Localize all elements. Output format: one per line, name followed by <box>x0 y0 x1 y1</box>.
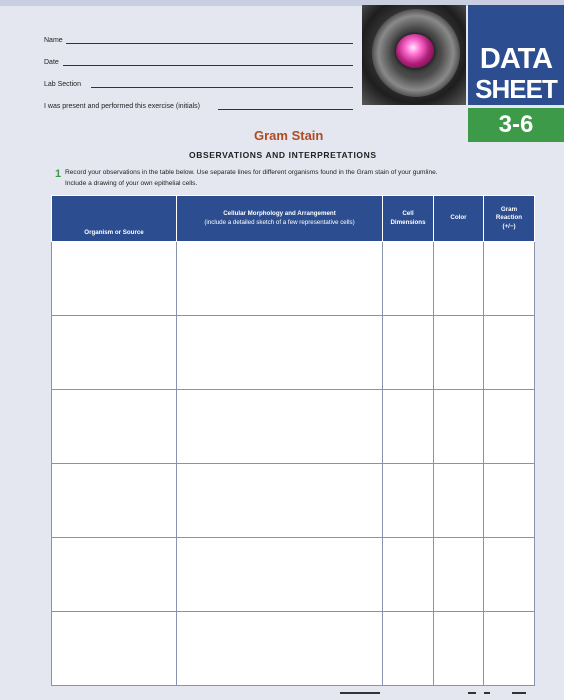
column-header-gram-reaction <box>484 196 535 242</box>
cell-gram-reaction[interactable] <box>484 242 535 316</box>
cell-morphology[interactable] <box>177 316 383 390</box>
column-header-dimensions-label2: Dimensions <box>390 218 426 226</box>
lab-section-label: Lab Section <box>44 81 81 88</box>
table-row <box>52 612 535 686</box>
question-instruction-line2: Include a drawing of your own epithelial cells. <box>65 180 198 187</box>
date-field[interactable] <box>63 65 353 66</box>
cell-organism[interactable] <box>52 316 177 390</box>
data-sheet-title-line1: DATA <box>479 43 553 75</box>
footer-mark <box>468 692 476 694</box>
cell-morphology[interactable] <box>177 612 383 686</box>
cell-morphology[interactable] <box>177 464 383 538</box>
table-row <box>52 316 535 390</box>
cell-dimensions[interactable] <box>383 612 434 686</box>
cell-gram-reaction[interactable] <box>484 612 535 686</box>
cell-color[interactable] <box>434 464 484 538</box>
footer-mark <box>484 692 490 694</box>
cell-morphology[interactable] <box>177 538 383 612</box>
cell-color[interactable] <box>434 538 484 612</box>
column-header-color-label: Color <box>450 214 467 222</box>
lab-section-field[interactable] <box>91 87 353 88</box>
cell-dimensions[interactable] <box>383 242 434 316</box>
section-subtitle: OBSERVATIONS AND INTERPRETATIONS <box>189 150 377 160</box>
table-row <box>52 242 535 316</box>
cell-color[interactable] <box>434 242 484 316</box>
cell-gram-reaction[interactable] <box>484 464 535 538</box>
lens-glass <box>396 34 434 68</box>
footer-mark <box>340 692 380 694</box>
page-title: Gram Stain <box>254 128 324 143</box>
cell-dimensions[interactable] <box>383 464 434 538</box>
initials-field[interactable] <box>218 109 353 110</box>
cell-color[interactable] <box>434 612 484 686</box>
question-number: 1 <box>55 168 62 180</box>
cell-organism[interactable] <box>52 464 177 538</box>
column-header-gram-label: Gram <box>500 205 518 213</box>
cell-morphology[interactable] <box>177 242 383 316</box>
microscope-lens-image <box>362 5 466 105</box>
cell-organism[interactable] <box>52 242 177 316</box>
table-row <box>52 390 535 464</box>
cell-gram-reaction[interactable] <box>484 538 535 612</box>
cell-gram-reaction[interactable] <box>484 316 535 390</box>
cell-dimensions[interactable] <box>383 538 434 612</box>
cell-organism[interactable] <box>52 390 177 464</box>
observations-table <box>51 195 535 686</box>
cell-dimensions[interactable] <box>383 390 434 464</box>
column-header-color <box>434 196 484 242</box>
cell-color[interactable] <box>434 316 484 390</box>
column-header-organism <box>52 196 177 242</box>
table-row <box>52 538 535 612</box>
cell-morphology[interactable] <box>177 390 383 464</box>
cell-organism[interactable] <box>52 612 177 686</box>
cell-gram-reaction[interactable] <box>484 390 535 464</box>
cell-dimensions[interactable] <box>383 316 434 390</box>
name-label: Name <box>44 37 63 44</box>
column-header-gram-label3: (+/−) <box>502 222 516 230</box>
column-header-morphology-label: Cellular Morphology and Arrangement <box>223 210 336 218</box>
footer-mark <box>512 692 526 694</box>
data-sheet-number: 3-6 <box>468 108 564 142</box>
column-header-dimensions <box>383 196 434 242</box>
data-sheet-title-line2: SHEET <box>475 74 557 104</box>
name-field[interactable] <box>66 43 353 44</box>
observations-table-body <box>52 242 535 686</box>
date-label: Date <box>44 59 59 66</box>
column-header-gram-label2: Reaction <box>495 214 523 222</box>
column-header-morphology-note: (include a detailed sketch of a few representative cells) <box>204 218 355 226</box>
initials-label: I was present and performed this exercise (initials) <box>44 103 201 110</box>
column-header-organism-label: Organism or Source <box>84 228 144 236</box>
question-instruction-line1: Record your observations in the table below. Use separate lines for different organisms found in the Gram stain of your gumline. <box>65 169 438 176</box>
cell-color[interactable] <box>434 390 484 464</box>
column-header-dimensions-label: Cell <box>402 210 414 218</box>
cell-organism[interactable] <box>52 538 177 612</box>
table-row <box>52 464 535 538</box>
column-header-morphology <box>177 196 383 242</box>
